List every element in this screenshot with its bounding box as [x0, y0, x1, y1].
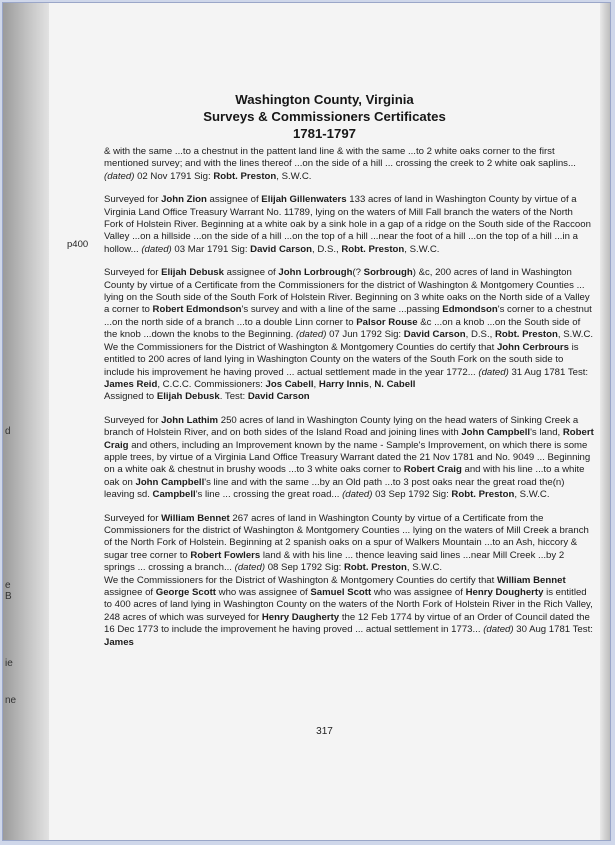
body-text: Assigned to: [104, 391, 157, 403]
body-text: 's corner to a chestnut ...on the north side of a branch ...to a double Linn corner to: [104, 304, 592, 328]
body-text: is entitled to 200 acres of land lying in Washington County on the waters of the South Fork on the south side to include his improvement he having proved ... actual settlement made in the year 1772...: [104, 341, 579, 378]
name-text: Edmondson: [442, 304, 498, 316]
body-text: who was assignee of: [216, 587, 311, 598]
body-text: assignee of: [223, 267, 279, 279]
name-text: David Carson: [247, 391, 310, 403]
date-label: (dated): [483, 624, 514, 636]
body-text: , S.W.C.: [404, 243, 440, 255]
date-label: (dated): [104, 170, 135, 182]
gutter-mark: e: [5, 580, 11, 591]
name-text: Robt. Preston: [344, 562, 407, 574]
body-text: Surveyed for: [104, 512, 162, 524]
record-paragraph: [104, 575, 594, 649]
page-header: [49, 91, 600, 142]
name-text: John Lorbrough: [278, 267, 353, 279]
name-text: James: [104, 636, 134, 648]
date-label: (dated): [296, 329, 327, 341]
name-text: Elijah Gillenwaters: [261, 194, 347, 206]
body-text: We the Commissioners for the District of Washington & Montgomery Counties do certify that: [104, 574, 497, 586]
body-text: 's line ... crossing the great road...: [195, 489, 343, 501]
body-text: , C.C.C. Commissioners:: [157, 378, 266, 390]
name-text: Elijah Debusk: [156, 391, 220, 403]
gutter-mark: d: [5, 426, 11, 437]
body-text: 03 Mar 1791 Sig:: [171, 243, 251, 255]
body-text: ,: [369, 378, 375, 390]
name-text: Palsor Rouse: [356, 316, 418, 328]
body-text: &c ...on a knob ...on the South side of the knob ...down the knobs to the Beginning.: [104, 316, 581, 341]
body-text: and with his line ...to a white oak on: [104, 464, 585, 488]
body-text: , S.W.C.: [276, 170, 312, 182]
body-text: 08 Sep 1792 Sig:: [265, 562, 344, 574]
name-text: Robt. Preston: [494, 329, 558, 341]
record-paragraph: [104, 146, 594, 183]
header-subtitle: Surveys & Commissioners Certificates: [203, 109, 446, 124]
name-text: Henry Dougherty: [465, 587, 544, 598]
body-text: 's land,: [530, 427, 563, 439]
page-edge-shadow: [600, 3, 610, 840]
name-text: John Lathim: [161, 414, 219, 426]
body-text: land & with his line ... thence leaving said lines ...near Mill Creek ...by 2 springs ... crossing a branch...: [104, 549, 565, 574]
body-text: assignee of: [206, 194, 262, 206]
body-text: (?: [352, 267, 364, 279]
body-text: . Test:: [219, 391, 248, 403]
date-label: (dated): [342, 489, 373, 501]
name-text: Robert Edmondson: [152, 304, 242, 316]
name-text: N. Cabell: [374, 378, 416, 390]
body-text: We the Commissioners for the District of Washington & Montgomery Counties do certify that: [104, 341, 497, 353]
body-text: , S.W.C.: [514, 489, 550, 501]
body-text: ,: [313, 378, 319, 390]
body-text: 30 Aug 1781 Test:: [513, 624, 593, 636]
margin-page-reference: p400: [67, 239, 89, 250]
body-text: who was assignee of: [371, 587, 466, 598]
header-title: Washington County, Virginia: [235, 92, 414, 107]
name-text: Henry Daugherty: [261, 611, 340, 623]
name-text: Robert Craig: [403, 464, 462, 476]
body-text: Surveyed for: [104, 194, 162, 206]
body-text: the 12 Feb 1774 by virtue of an Order of Council dated the 16 Dec 1773 to include the improvement he having proved ... actual settlement in 1773...: [104, 611, 590, 636]
date-label: (dated): [478, 366, 509, 378]
body-text: and others, including an Improvement known by the name - Sample's Improvement, on which there is some apple trees, by virtue of a Virginia Land Office Treasury Warrant dated the 21 Nov 1781 and No. 9049 ... Beginning on a white oak & chestnut in brushy woods ...to 3 white oaks corner to: [104, 439, 591, 476]
body-text: 03 Sep 1792 Sig:: [372, 489, 452, 501]
record-paragraph: [104, 267, 594, 341]
name-text: Samuel Scott: [310, 587, 372, 598]
body-text: , D.S.,: [312, 243, 342, 255]
page-number: 317: [316, 726, 333, 737]
name-text: Robt. Preston: [341, 243, 405, 255]
body-text: , S.W.C.: [557, 329, 594, 341]
record-paragraph: [104, 415, 594, 502]
name-text: David Carson: [403, 329, 466, 341]
body-text: 02 Nov 1791 Sig:: [134, 170, 214, 182]
name-text: David Carson: [250, 243, 313, 255]
name-text: John Campbell: [135, 476, 205, 488]
gutter-mark: B: [5, 591, 12, 602]
body-text: ) &c, 200 acres of land in Washington County by virtue of a Certificate from the Commissioners for the district of Washington & Montgomery Counties ... lying on the South side of the South Fork of Holstein River. Beginning on 3 white oaks on the North side of a Valley a corner to: [104, 267, 590, 316]
name-text: John Cerbrours: [496, 341, 569, 353]
name-text: William Bennet: [496, 574, 566, 586]
name-text: John Campbell: [461, 427, 531, 439]
record-paragraph: [104, 194, 594, 256]
name-text: James Reid: [104, 378, 158, 390]
body-text: 267 acres of land in Washington County by virtue of a Certificate from the Commissioners for the district of Washington & Montgomery Counties ... lying on the waters of Mill Creek a branch of the North Fork of Holstein. Beginning at 2 spanish oaks on a spur of Walkers Mountain ...to an Ash, hiccory & sugar tree corner to: [104, 512, 589, 561]
body-text: 250 acres of land in Washington County lying on the head waters of Sinking Creek a branch of Holstein River, and on both sides of the Island Road and joining lines with: [104, 414, 579, 439]
name-text: George Scott: [155, 587, 216, 598]
gutter-mark: ie: [5, 658, 13, 669]
body-text: 's survey and with a line of the same ...passing: [241, 304, 443, 316]
gutter-mark: ne: [5, 695, 17, 706]
header-years: 1781-1797: [292, 126, 357, 141]
book-gutter: [3, 3, 49, 840]
date-label: (dated): [141, 243, 172, 255]
date-label: (dated): [234, 562, 266, 574]
name-text: Sorbrough: [363, 267, 413, 279]
name-text: Robert Craig: [104, 427, 594, 451]
body-text: , D.S.,: [465, 329, 495, 341]
body-text: is entitled to 400 acres of land lying in Washington County on the waters of the North Fork of Holstein River in the Rich Valley, 248 acres of which was surveyed for: [104, 587, 593, 623]
name-text: Harry Innis: [318, 378, 370, 390]
name-text: William Bennet: [161, 512, 230, 524]
body-text: 07 Jun 1792 Sig:: [326, 329, 404, 341]
body-text: , S.W.C.: [406, 562, 443, 574]
record-paragraph: [104, 391, 594, 403]
body-text: 133 acres of land in Washington County by virtue of a Virginia Land Office Treasury Warrant No. 11789, lying on the waters of Mill Fall branch the waters of the North Fork of Holstein River. Beginning at a white oak by a sink hole in a gap of a ridge on the South side of the Raccoon Valley ...on a hillside ...on the side of a hill ...on the top of a hill ...near the foot of a hill ...on the top of a hill ...in a hollow...: [104, 194, 591, 255]
name-text: Robt. Preston: [213, 170, 277, 182]
name-text: John Zion: [161, 194, 207, 206]
name-text: Robert Fowlers: [190, 549, 261, 561]
name-text: Elijah Debusk: [161, 267, 224, 279]
body-text: Surveyed for: [104, 267, 162, 279]
name-text: Robt. Preston: [451, 489, 515, 501]
body-text: & with the same ...to a chestnut in the pattent land line & with the same ...to 2 white oaks corner to the first mentioned survey; and with the lines thereof ...on the side of a hill ... crossing the creek to 2 white oak saplins...: [104, 146, 576, 170]
body-text: assignee of: [104, 587, 156, 598]
document-body: [104, 146, 594, 649]
record-paragraph: [104, 342, 594, 392]
document-page: [49, 3, 600, 840]
body-text: 31 Aug 1781 Test:: [508, 366, 589, 378]
name-text: Jos Cabell: [265, 378, 314, 390]
name-text: Campbell: [152, 489, 196, 501]
body-text: Surveyed for: [104, 414, 162, 426]
record-paragraph: [104, 513, 594, 575]
scan-frame: [2, 2, 611, 841]
body-text: 's line and with the same ...by an Old path ...to 3 post oaks near the great road the(n) leaving sd.: [104, 476, 565, 501]
